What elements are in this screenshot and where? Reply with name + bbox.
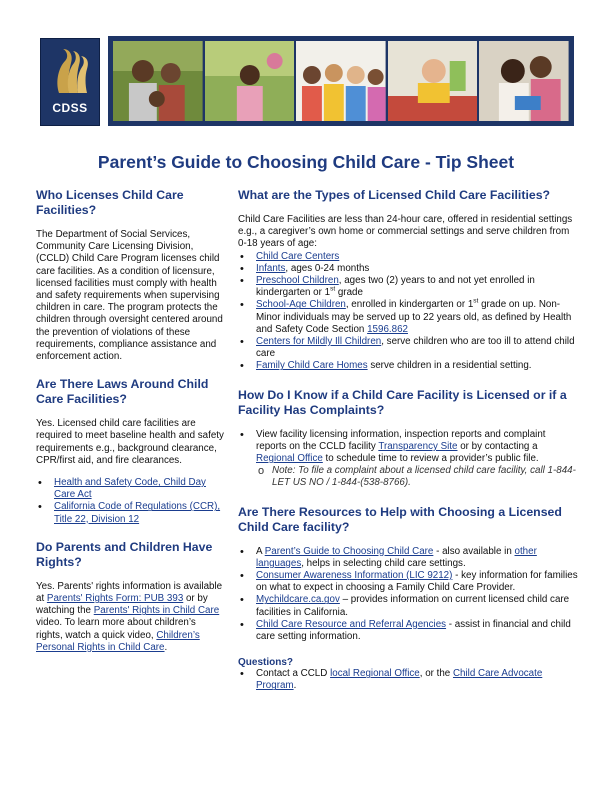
list-item: • View facility licensing information, inspection reports and complaint reports on the CCLD facility Transparency Site or by contacting a Regional Office to schedule time to review a provider’s public file. o Note: To file a complaint about a licensed child care facility, call 1-844-LET US NO / 1-844-(538-8766). bbox=[238, 429, 578, 490]
silhouettes-icon bbox=[49, 45, 93, 95]
family-photo bbox=[113, 41, 203, 121]
left-column bbox=[36, 188, 224, 654]
heading-laws: Are There Laws Around Child Care Facilities? bbox=[36, 377, 209, 407]
infants-link[interactable]: Infants bbox=[256, 262, 286, 274]
page-title: Parent’s Guide to Choosing Child Care - Tip Sheet bbox=[97, 152, 515, 172]
logo-text: CDSS bbox=[52, 101, 88, 115]
list-item: • A Parent’s Guide to Choosing Child Care - also available in other languages, helps in selecting child care settings. bbox=[238, 546, 578, 570]
school-age-children-link[interactable]: School-Age Children bbox=[256, 299, 346, 311]
heading-who-licenses: Who Licenses Child Care Facilities? bbox=[36, 188, 184, 217]
list-item: • Child Care Resource and Referral Agencies - assist in financial and child care setting information. bbox=[238, 619, 578, 643]
child-care-centers-link[interactable]: Child Care Centers bbox=[256, 250, 340, 262]
photo-banner bbox=[108, 36, 574, 126]
questions-list bbox=[238, 668, 578, 692]
regional-office-link[interactable]: Regional Office bbox=[256, 453, 323, 465]
childrens-rights-video-link[interactable]: Children’s Personal Rights in Child Care bbox=[36, 629, 200, 653]
heading-facility-types: What are the Types of Licensed Child Care Facilities? bbox=[238, 188, 551, 202]
child-reading-photo bbox=[479, 41, 569, 121]
questions-heading: Questions? bbox=[238, 657, 294, 669]
heading-resources: Are There Resources to Help with Choosing a Licensed Child Care facility? bbox=[238, 504, 562, 534]
consumer-awareness-link[interactable]: Consumer Awareness Information (LIC 9212) bbox=[256, 570, 453, 582]
local-regional-office-link[interactable]: local Regional Office bbox=[330, 668, 420, 680]
child-playing-photo bbox=[205, 41, 295, 121]
laws-link-list bbox=[36, 477, 224, 526]
resources-list bbox=[238, 546, 578, 644]
transparency-site-link[interactable]: Transparency Site bbox=[378, 440, 458, 452]
parents-rights-form-link[interactable]: Parents' Rights Form: PUB 393 bbox=[46, 593, 184, 605]
ccr-title22-link[interactable]: California Code of Regulations (CCR), Title 22, Division 12 bbox=[54, 501, 221, 525]
child-care-advocate-link[interactable]: Child Care Advocate Program bbox=[256, 668, 543, 692]
licensed-check-list bbox=[238, 429, 578, 490]
parents-rights-video-link[interactable]: Parents' Rights in Child Care bbox=[93, 605, 220, 617]
list-item: • Consumer Awareness Information (LIC 9212) - key information for families on what to expect in choosing a Family Child Care Provider. bbox=[238, 570, 578, 594]
other-languages-link[interactable]: other languages bbox=[256, 545, 537, 569]
list-item bbox=[36, 477, 224, 501]
facility-types-intro: Child Care Facilities are less than 24-hour care, offered in residential settings e.g., a caregiver’s own home or commercial settings and serve children from 0-18 years of age: bbox=[238, 214, 573, 250]
mildly-ill-children-link[interactable]: Centers for Mildly Ill Children bbox=[256, 336, 382, 348]
rights-text: Yes. Parents' rights information is available at Parents' Rights Form: PUB 393 or by watching the Parents' Rights in Child Care video. To learn more about children’s rights, watch a quick video, Children’s Personal Rights in Child Care. bbox=[36, 580, 223, 653]
facility-types-list bbox=[238, 251, 578, 373]
note-list bbox=[256, 465, 578, 489]
list-item: • Mychildcare.ca.gov – provides information on current licensed child care facilities in California. bbox=[238, 594, 578, 618]
list-item: • School-Age Children, enrolled in kindergarten or 1st grade on up. Non-Minor individuals may be served up to 22 years old, as defined by Health and Safety Code Section 1596.862 bbox=[238, 299, 578, 336]
parents-guide-link[interactable]: Parent’s Guide to Choosing Child Care bbox=[264, 545, 434, 557]
family-child-care-homes-link[interactable]: Family Child Care Homes bbox=[256, 360, 368, 372]
child-eating-photo bbox=[388, 41, 478, 121]
list-item: • Family Child Care Homes serve children in a residential setting. bbox=[238, 360, 578, 372]
list-item: • Centers for Mildly Ill Children, serve children who are too ill to attend child care bbox=[238, 336, 578, 360]
list-item: • Infants, ages 0-24 months bbox=[238, 263, 578, 275]
preschool-children-link[interactable]: Preschool Children bbox=[256, 275, 339, 287]
children-group-photo bbox=[296, 41, 386, 121]
heading-licensed-check: How Do I Know if a Child Care Facility is Licensed or if a Facility Has Complaints? bbox=[238, 387, 567, 417]
list-item: • Preschool Children, ages two (2) years to and not yet enrolled in kindergarten or 1st grade bbox=[238, 275, 578, 299]
right-column bbox=[238, 188, 578, 693]
heading-rights: Do Parents and Children Have Rights? bbox=[36, 539, 213, 569]
list-item bbox=[36, 501, 224, 525]
hsc-1596862-link[interactable]: 1596.862 bbox=[367, 323, 408, 335]
cdss-logo bbox=[40, 38, 100, 126]
laws-text: Yes. Licensed child care facilities are required to meet baseline health and safety requirements e.g., background clearance, CPR/first aid, and fire clearances. bbox=[36, 418, 224, 466]
list-item: • Contact a CCLD local Regional Office, or the Child Care Advocate Program. bbox=[238, 668, 578, 692]
list-item bbox=[238, 251, 578, 263]
who-licenses-text: The Department of Social Services, Community Care Licensing Division, (CCLD) Child Care Program licenses child care facilities. As a condition of licensure, licensed facilities must comply with health and safety requirements when supervising children in care. The program protects the children through oversight centered around the prevention of violations of these requirements, compliance assistance and enforcement action. bbox=[36, 229, 223, 363]
resource-referral-link[interactable]: Child Care Resource and Referral Agencies bbox=[256, 618, 447, 630]
mychildcare-link[interactable]: Mychildcare.ca.gov bbox=[256, 594, 340, 606]
health-safety-code-link[interactable]: Health and Safety Code, Child Day Care Act bbox=[54, 477, 206, 501]
complaint-note: o Note: To file a complaint about a licensed child care facility, call 1-844-LET US NO / 1-844-(538-8766). bbox=[256, 465, 578, 489]
